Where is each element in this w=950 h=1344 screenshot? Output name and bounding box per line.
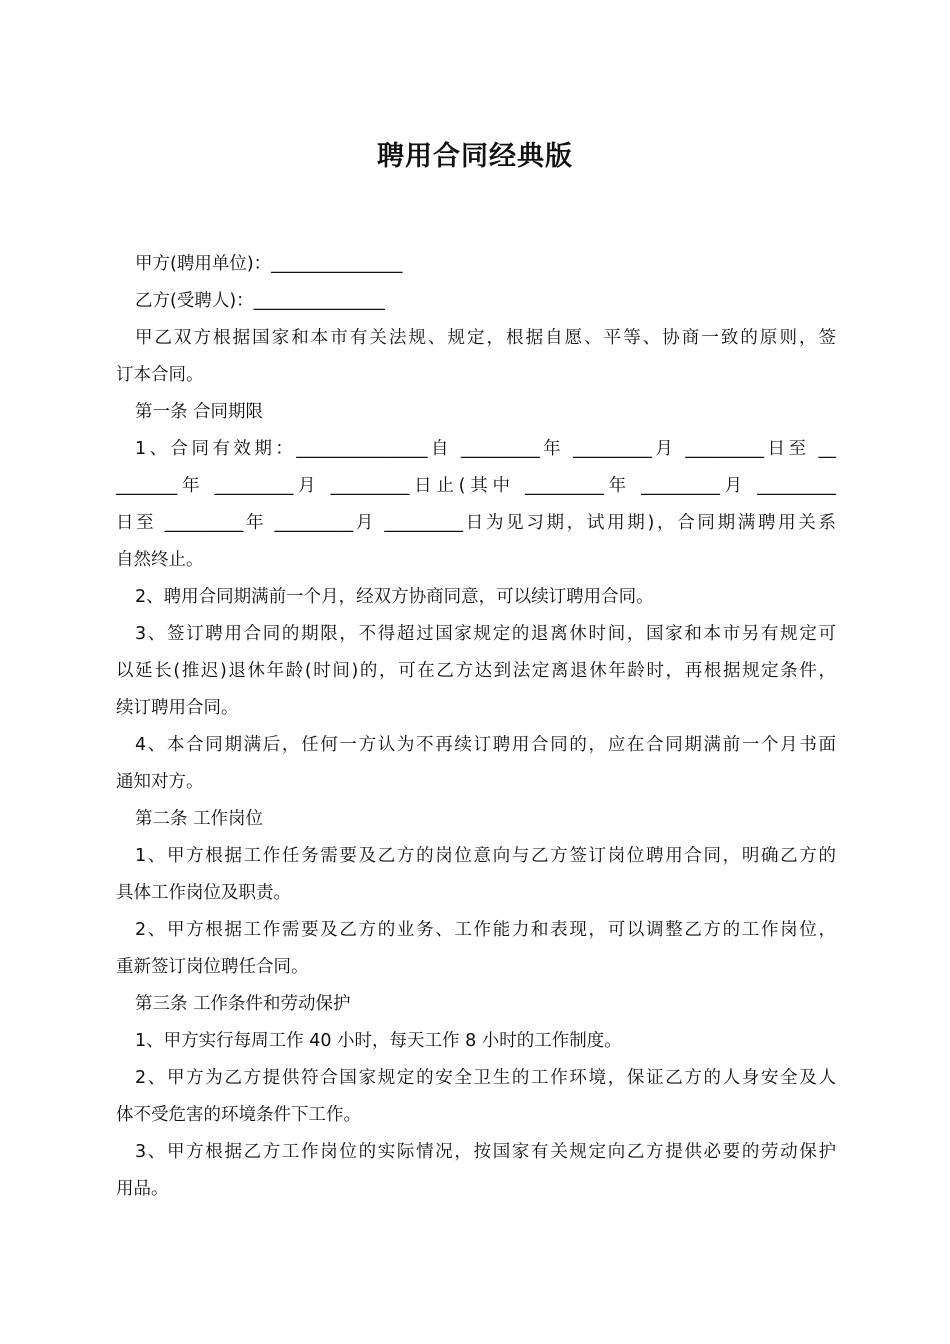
article-2-item-2-line-2: 重新签订岗位聘任合同。 [116, 957, 309, 977]
article-3-item-3-line-1: 3、甲方根据乙方工作岗位的实际情况，按国家有关规定向乙方提供必要的劳动保护 [135, 1142, 836, 1162]
document-title: 聘用合同经典版 [377, 141, 573, 172]
article-1-item-3-line-1: 3、签订聘用合同的期限，不得超过国家规定的退离休时间，国家和本市另有规定可 [135, 624, 836, 644]
article-1-heading: 第一条 合同期限 [135, 402, 264, 422]
article-1-item-1-line-3: 日至 _________年 _________月 _________日为见习期，试用期)，合同期满聘用关系 [116, 513, 836, 533]
article-2-item-1-line-2: 具体工作岗位及职责。 [116, 883, 291, 903]
article-2-item-2-line-1: 2、甲方根据工作需要及乙方的业务、工作能力和表现，可以调整乙方的工作岗位， [135, 920, 836, 940]
article-1-item-1-line-1: 1、合同有效期：_______________自 _________年 _________月 _________日至 __ [135, 439, 836, 459]
article-1-item-4-line-2: 通知对方。 [116, 772, 204, 792]
article-1-item-4-line-1: 4、本合同期满后，任何一方认为不再续订聘用合同的，应在合同期满前一个月书面 [135, 735, 836, 755]
article-1-item-3-line-3: 续订聘用合同。 [116, 698, 239, 718]
article-1-item-1-line-2: _______年 _________月 _________日止(其中 _________年 _________月 _________ [116, 476, 836, 496]
article-3-item-3-line-2: 用品。 [116, 1179, 169, 1199]
article-1-item-3-line-2: 以延长(推迟)退休年龄(时间)的，可在乙方达到法定离退休年龄时，再根据规定条件， [116, 661, 836, 681]
article-3-item-2-line-2: 体不受危害的环境条件下工作。 [116, 1105, 361, 1125]
article-3-item-1: 1、甲方实行每周工作 40 小时，每天工作 8 小时的工作制度。 [135, 1031, 622, 1051]
article-1-item-1-line-4: 自然终止。 [116, 550, 204, 570]
article-2-item-1-line-1: 1、甲方根据工作任务需要及乙方的岗位意向与乙方签订岗位聘用合同，明确乙方的 [135, 846, 836, 866]
article-2-heading: 第二条 工作岗位 [135, 809, 264, 829]
party-b-line: 乙方(受聘人)：_______________ [135, 291, 385, 311]
document-body [116, 246, 836, 1208]
party-a-line: 甲方(聘用单位)：_______________ [135, 254, 403, 274]
preamble-line-1: 甲乙双方根据国家和本市有关法规、规定，根据自愿、平等、协商一致的原则，签 [135, 328, 836, 348]
article-1-item-2: 2、聘用合同期满前一个月，经双方协商同意，可以续订聘用合同。 [135, 587, 654, 607]
article-3-heading: 第三条 工作条件和劳动保护 [135, 994, 351, 1014]
article-3-item-2-line-1: 2、甲方为乙方提供符合国家规定的安全卫生的工作环境，保证乙方的人身安全及人 [135, 1068, 836, 1088]
preamble-line-2: 订本合同。 [116, 365, 204, 385]
